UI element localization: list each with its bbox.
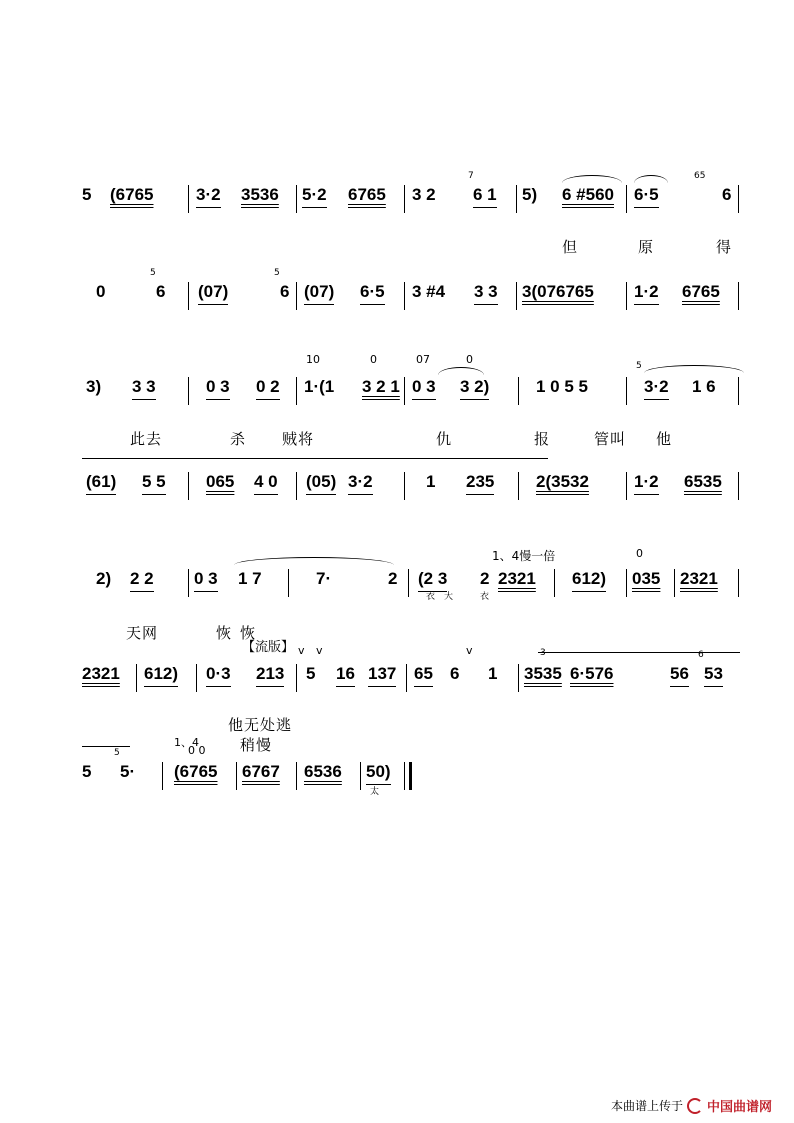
note: 137 — [368, 662, 396, 687]
lyric: 报 — [534, 430, 551, 448]
note: 5 — [82, 185, 92, 204]
barline — [408, 569, 409, 597]
note: 6 #560 — [562, 185, 614, 204]
note: (2 3 — [418, 567, 447, 592]
note: 3·2 — [348, 470, 373, 495]
lyric: 仇 — [436, 430, 453, 448]
note: 1·2 — [634, 280, 659, 305]
barline — [404, 762, 405, 790]
note: 2) — [96, 569, 112, 588]
barline — [296, 377, 297, 405]
barline — [518, 664, 519, 692]
barline — [406, 664, 407, 692]
slur — [562, 175, 622, 184]
note: 5 — [306, 664, 316, 683]
barline — [136, 664, 137, 692]
barline — [404, 185, 405, 213]
note: 3(076765 — [522, 282, 594, 301]
note: 50) — [366, 760, 391, 785]
note: 3·2 — [644, 375, 669, 400]
lyric: 他 — [656, 430, 673, 448]
note: 2321 — [82, 664, 120, 683]
barline — [518, 472, 519, 500]
note: 3 2) — [460, 375, 489, 400]
small-word: 衣 — [480, 592, 490, 602]
tie-line — [538, 652, 740, 653]
note: 5·2 — [302, 183, 327, 208]
score-line-4 — [78, 470, 740, 510]
grace-note: 7 — [468, 171, 474, 181]
note: 6535 — [684, 472, 722, 491]
score-line-5 — [78, 547, 740, 607]
note: 2 — [388, 569, 398, 588]
grace-note: 5 — [114, 748, 120, 758]
note: 5 — [82, 762, 92, 781]
note: 6765 — [682, 282, 720, 301]
note: 612) — [144, 662, 178, 687]
site-logo-icon — [687, 1098, 703, 1114]
grace-note: 5 — [150, 268, 156, 278]
note: 6765 — [348, 185, 386, 204]
score-line-7 — [78, 736, 740, 800]
grace-note: 65 — [694, 171, 706, 181]
lyric: 恢 — [216, 624, 233, 642]
tempo-marking: 稍慢 — [240, 736, 273, 754]
note: 2 2 — [130, 567, 154, 592]
barline — [674, 569, 675, 597]
annotation: 0 — [370, 353, 377, 366]
footer — [611, 1096, 772, 1115]
lyric: 恢 — [240, 624, 257, 642]
note: 3 3 — [474, 280, 498, 305]
note: 0 — [96, 282, 106, 301]
barline — [162, 762, 163, 790]
note: 0 3 — [206, 375, 230, 400]
barline — [738, 185, 739, 213]
barline — [626, 282, 627, 310]
note: 1 — [426, 472, 436, 491]
note: 213 — [256, 662, 284, 687]
barline — [738, 472, 739, 500]
breath-mark: v — [316, 644, 323, 657]
note: 3 2 1 — [362, 377, 400, 396]
barline — [404, 472, 405, 500]
barline — [516, 282, 517, 310]
note: (6765 — [110, 185, 154, 204]
note: 5 5 — [142, 470, 166, 495]
note: 6 1 — [473, 183, 497, 208]
barline — [738, 282, 739, 310]
barline — [516, 185, 517, 213]
triplet-mark: 3 — [540, 648, 546, 658]
note: 3 #4 — [412, 282, 446, 301]
note: 4 0 — [254, 470, 278, 495]
note: 16 — [336, 662, 355, 687]
note: 0 2 — [256, 375, 280, 400]
note: 2321 — [680, 569, 718, 588]
note: 2 — [480, 569, 490, 588]
note: 1 0 5 5 — [536, 377, 588, 396]
barline — [188, 472, 189, 500]
note: 3 3 — [132, 375, 156, 400]
barline — [188, 282, 189, 310]
note: 6·5 — [360, 280, 385, 305]
note: 7· — [316, 569, 332, 588]
barline — [518, 377, 519, 405]
note: 53 — [704, 662, 723, 687]
barline — [626, 472, 627, 500]
barline — [288, 569, 289, 597]
score-line-3 — [78, 353, 740, 415]
grace-note: 5 — [274, 268, 280, 278]
annotation: 0 — [636, 547, 643, 560]
lyric: 他无处逃 — [228, 716, 293, 734]
small-word: 太 — [370, 787, 380, 797]
note: 6 — [156, 282, 166, 301]
note: (07) — [198, 280, 228, 305]
barline — [296, 185, 297, 213]
note: 56 — [670, 662, 689, 687]
breath-mark: v — [466, 644, 473, 657]
tie-line — [82, 458, 548, 459]
note: (61) — [86, 470, 116, 495]
barline — [296, 472, 297, 500]
barline — [188, 569, 189, 597]
final-barline — [409, 762, 412, 790]
slur — [234, 557, 394, 566]
lyric: 但 — [562, 238, 579, 256]
note: (6765 — [174, 762, 218, 781]
note: 065 — [206, 472, 235, 491]
tie-line — [82, 746, 130, 747]
score-line-2 — [78, 268, 740, 320]
note: 6767 — [242, 762, 280, 781]
barline — [626, 185, 627, 213]
lyric: 贼将 — [282, 430, 315, 448]
barline — [360, 762, 361, 790]
barline — [404, 377, 405, 405]
annotation: 0 — [466, 353, 473, 366]
grace-note: 5 — [636, 361, 642, 371]
note: 0 3 — [412, 375, 436, 400]
note: 0·3 — [206, 662, 231, 687]
lyric: 此去 — [130, 430, 163, 448]
lyric: 得 — [716, 238, 733, 256]
note: (05) — [306, 470, 336, 495]
note: 0 3 — [194, 567, 218, 592]
lyric: 原 — [638, 238, 655, 256]
note: 3) — [86, 377, 102, 396]
barline — [738, 569, 739, 597]
note: 6·5 — [634, 183, 659, 208]
barline — [236, 762, 237, 790]
note: 1 7 — [238, 569, 262, 588]
barline — [296, 664, 297, 692]
grace-note: 6 — [698, 650, 704, 660]
barline — [196, 664, 197, 692]
annotation: 07 — [416, 353, 430, 366]
small-word: 衣 — [426, 592, 436, 602]
note: 5) — [522, 185, 538, 204]
barline — [188, 185, 189, 213]
note: 1 6 — [692, 377, 716, 396]
barline — [738, 377, 739, 405]
lyric: 管叫 — [594, 430, 627, 448]
barline — [296, 282, 297, 310]
tempo-marking: 1、4慢一倍 — [492, 549, 556, 563]
slur — [634, 175, 668, 184]
note: 5· — [120, 762, 136, 781]
barline — [554, 569, 555, 597]
lyric: 天网 — [126, 624, 159, 642]
annotation: 1、4 — [174, 736, 199, 749]
lyric: 杀 — [230, 430, 247, 448]
note: 3 2 — [412, 185, 436, 204]
annotation: 0 0 — [188, 744, 206, 757]
footer-text: 本曲谱上传于 — [610, 1099, 683, 1113]
note: 3·2 — [196, 183, 221, 208]
note: 6536 — [304, 762, 342, 781]
note: 612) — [572, 567, 606, 592]
note: 65 — [414, 662, 433, 687]
section-marking: 【流版】 — [242, 640, 295, 655]
note: 3535 — [524, 664, 562, 683]
annotation: 10 — [306, 353, 320, 366]
breath-mark: v — [298, 644, 305, 657]
note: 6 — [280, 282, 290, 301]
site-logo[interactable]: 中国曲谱网 — [706, 1100, 772, 1115]
note: 1 — [488, 664, 498, 683]
note: 235 — [466, 470, 494, 495]
small-word: 大 — [444, 592, 454, 602]
note: 3536 — [241, 185, 279, 204]
barline — [626, 377, 627, 405]
note: 6 — [450, 664, 460, 683]
barline — [404, 282, 405, 310]
note: 2(3532 — [536, 472, 589, 491]
slur — [644, 365, 744, 374]
barline — [188, 377, 189, 405]
note: 1·2 — [634, 470, 659, 495]
score-line-1 — [78, 171, 740, 223]
barline — [626, 569, 627, 597]
barline — [296, 762, 297, 790]
note: 035 — [632, 569, 661, 588]
score-line-6 — [78, 640, 740, 702]
note: 2321 — [498, 569, 536, 588]
note: (07) — [304, 280, 334, 305]
note: 6 — [722, 185, 732, 204]
note: 6·576 — [570, 664, 614, 683]
note: 1·(1 — [304, 377, 335, 396]
